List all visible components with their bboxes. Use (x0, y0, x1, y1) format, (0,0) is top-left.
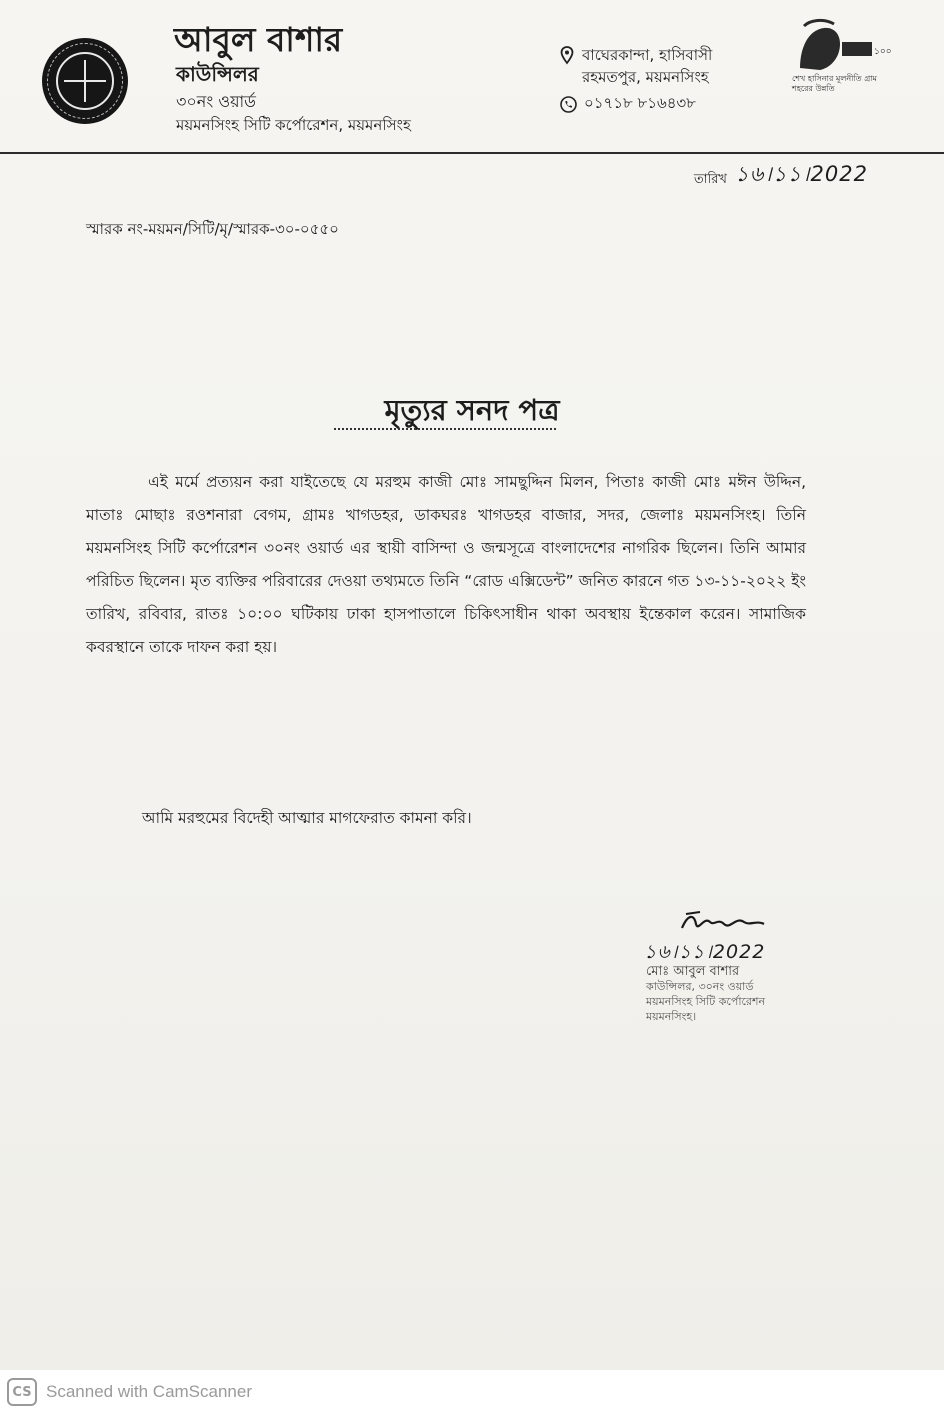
body-paragraph: এই মর্মে প্রত্যয়ন করা যাইতেছে যে মরহুম কাজী মোঃ সামছুদ্দিন মিলন, পিতাঃ কাজী মোঃ মঈন উদ্দিন, মাতাঃ মোছাঃ রওশনারা বেগম, গ্রামঃ খাগডহর, ডাকঘরঃ খাগডহর বাজার, সদর, জেলাঃ ময়মনসিংহ। তিনি ময়মনসিংহ সিটি কর্পোরেশন ৩০নং ওয়ার্ড এর স্থায়ী বাসিন্দা ও জন্মসূত্রে বাংলাদেশের নাগরিক ছিলেন। তিনি আমার পরিচিত ছিলেন। মৃত ব্যক্তির পরিবারের দেওয়া তথ্যমতে তিনি “রোড এক্সিডেন্ট” জনিত কারনে গত ১৩-১১-২০২২ ইং তারিখ, রবিবার, রাতঃ ১০:০০ ঘটিকায় ঢাকা হাসপাতালে চিকিৎসাধীন থাকা অবস্থায় ইন্তেকাল করেন। সামাজিক কবরস্থানে তাকে দাফন করা হয়। (86, 473, 806, 656)
stamp-name: মোঃ আবুল বাশার (646, 964, 740, 979)
address-line-2: রহমতপুর, ময়মনসিংহ (582, 68, 709, 86)
city-corporation-seal-icon (42, 38, 128, 124)
scanner-watermark-text: Scanned with CamScanner (46, 1382, 253, 1401)
memo-number: স্মারক নং-ময়মন/সিটি/মৃ/স্মারক-৩০-০৫৫০ (86, 220, 339, 238)
stamp-line-3: ময়মনসিংহ। (646, 1010, 697, 1023)
issue-date (694, 158, 868, 193)
portrait-logo-icon (790, 18, 892, 74)
date-label: তারিখ (694, 172, 727, 187)
logo-caption: শেখ হাসিনার মূলনীতি গ্রাম শহরের উন্নতি (792, 74, 877, 93)
official-stamp (646, 964, 765, 1024)
stamp-line-1: কাউন্সিলর, ৩০নং ওয়ার্ড (646, 980, 754, 993)
svg-text:১০০: ১০০ (874, 47, 892, 57)
address-line-1: বাঘেরকান্দা, হাসিবাসী (582, 46, 713, 64)
camscanner-logo-icon: CS (7, 1378, 37, 1406)
signature-block (644, 908, 834, 1028)
document-title: মৃত্যুর সনদ পত্র (384, 393, 560, 427)
title-underline (334, 428, 556, 430)
organization-name: ময়মনসিংহ সিটি কর্পোরেশন, ময়মনসিংহ (176, 116, 411, 134)
phone-icon (560, 96, 577, 113)
closing-line: আমি মরহুমের বিদেহী আত্মার মাগফেরাত কামনা করি। (142, 809, 472, 827)
ward-number: ৩০নং ওয়ার্ড (176, 92, 256, 111)
location-pin-icon (560, 46, 574, 64)
phone-block (560, 92, 696, 117)
certificate-body (86, 466, 806, 664)
councillor-title: কাউন্সিলর (176, 62, 259, 86)
phone-number: ০১৭১৮ ৮১৬৪৩৮ (584, 94, 696, 112)
address-block (560, 44, 712, 88)
date-value: ১৬।১১।2022 (734, 162, 868, 186)
signature-date: ১৬।১১।2022 (644, 941, 766, 963)
handwritten-signature-icon (678, 908, 768, 936)
header-divider (0, 152, 944, 154)
stamp-line-2: ময়মনসিংহ সিটি কর্পোরেশন (646, 995, 766, 1008)
mujib-logo (790, 18, 892, 98)
councillor-name: আবুল বাশার (174, 20, 343, 59)
scanner-footer (0, 1370, 944, 1416)
